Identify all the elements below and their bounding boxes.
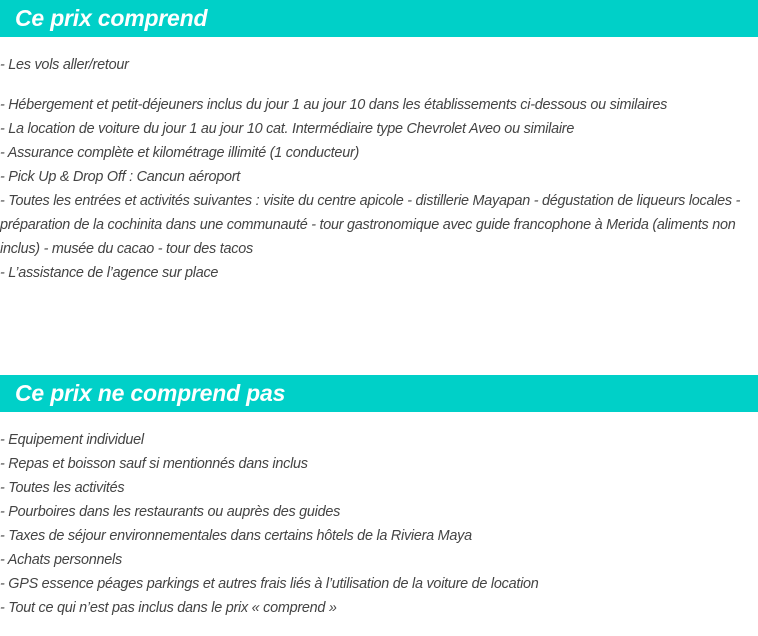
list-item: - Toutes les entrées et activités suivantes : visite du centre apicole - distillerie Mayapan - dégustation de liqueurs locales - préparation de la cochinita dans une communauté - tour gastronomique avec guide francophone à Merida (aliments non inclus) - musée du cacao - tour des tacos bbox=[0, 193, 741, 257]
list-item: - Assurance complète et kilométrage illimité (1 conducteur) bbox=[0, 145, 360, 161]
list-item: - Equipement individuel bbox=[0, 432, 144, 448]
included-list bbox=[0, 93, 758, 285]
included-list-flights bbox=[0, 53, 758, 77]
section-header-included bbox=[0, 0, 758, 37]
list-item: - Taxes de séjour environnementales dans certains hôtels de la Riviera Maya bbox=[0, 528, 472, 544]
list-item: - L’assistance de l’agence sur place bbox=[0, 265, 219, 281]
list-item: - Repas et boisson sauf si mentionnés dans inclus bbox=[0, 456, 308, 472]
list-item: - Hébergement et petit-déjeuners inclus du jour 1 au jour 10 dans les établissements ci-dessous ou similaires bbox=[0, 97, 668, 113]
excluded-list bbox=[0, 428, 758, 620]
section-header-excluded bbox=[0, 375, 758, 412]
list-item: - Tout ce qui n’est pas inclus dans le prix « comprend » bbox=[0, 600, 337, 616]
list-item: - GPS essence péages parkings et autres frais liés à l’utilisation de la voiture de location bbox=[0, 576, 539, 592]
list-item: - Les vols aller/retour bbox=[0, 57, 129, 73]
list-item: - Achats personnels bbox=[0, 552, 122, 568]
section-title-excluded: Ce prix ne comprend pas bbox=[15, 380, 286, 406]
list-item: - Pourboires dans les restaurants ou auprès des guides bbox=[0, 504, 341, 520]
list-item: - Pick Up & Drop Off : Cancun aéroport bbox=[0, 169, 241, 185]
list-item: - Toutes les activités bbox=[0, 480, 125, 496]
section-title-included: Ce prix comprend bbox=[15, 5, 208, 31]
list-item: - La location de voiture du jour 1 au jour 10 cat. Intermédiaire type Chevrolet Aveo ou similaire bbox=[0, 121, 575, 137]
